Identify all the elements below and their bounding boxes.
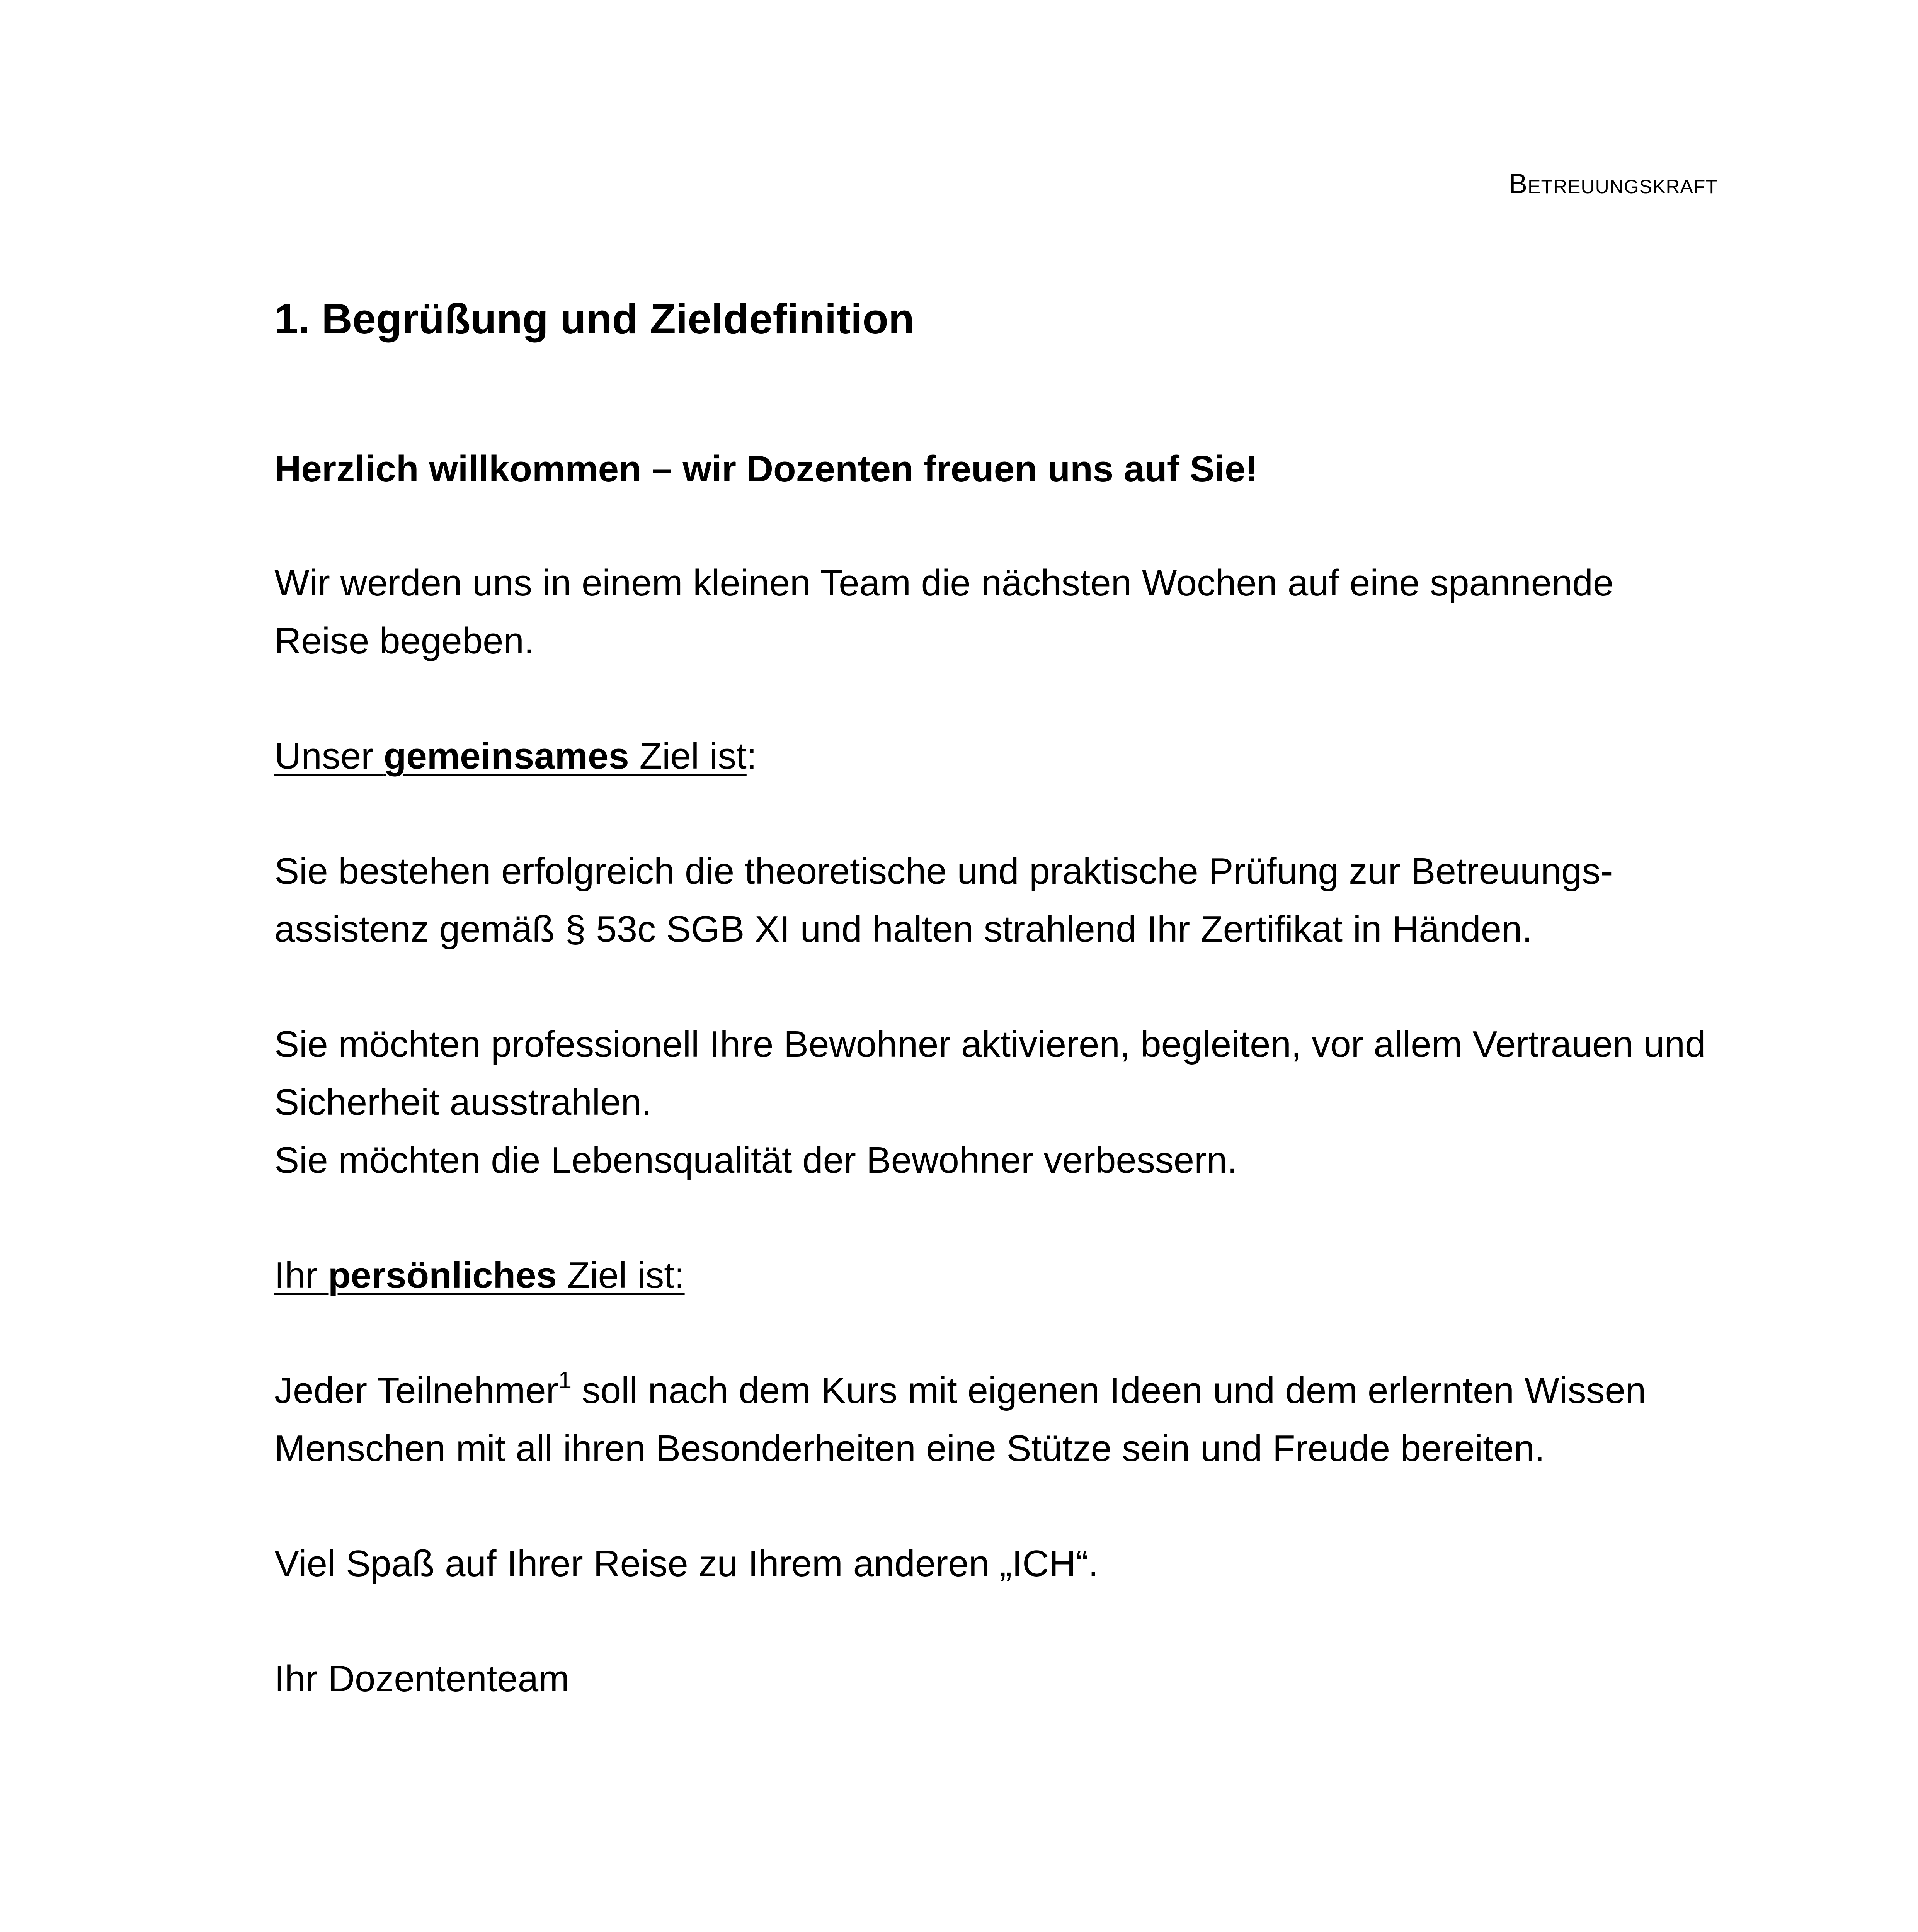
personal-goal-paragraph [274, 1362, 1718, 1478]
closing-wish: Viel Spaß auf Ihrer Reise zu Ihrem anderen „ICH“. [274, 1543, 1099, 1584]
intro-paragraph: Wir werden uns in einem kleinen Team die nächsten Wochen auf eine spannende Reise begeben. [274, 562, 1614, 662]
chapter-title: 1. Begrüßung und Zieldefinition [274, 295, 914, 343]
personal-goal-text-rest: soll nach dem Kurs mit eigenen Ideen und dem erlernten Wissen Menschen mit all ihren Besonderheiten eine Stütze sein und Freude bereiten. [274, 1370, 1646, 1469]
common-goal-heading-pre: Unser [274, 735, 384, 777]
personal-goal-heading-underlined [274, 1255, 685, 1296]
personal-goal-heading-bold: persönliches [328, 1255, 557, 1296]
common-goal-heading-post: Ziel ist [629, 735, 747, 777]
personal-goal-heading-post: Ziel ist: [557, 1255, 685, 1296]
running-header: Betreuungskraft [1509, 168, 1718, 199]
personal-goal-text-start: Jeder Teilnehmer [274, 1370, 558, 1411]
page-body [274, 294, 1718, 1765]
common-goal-paragraph-1: Sie bestehen erfolgreich die theoretische und praktische Prüfung zur Betreuungs-assistenz gemäß § 53c SGB XI und halten strahlend Ihr Zertifikat in Händen. [274, 850, 1613, 950]
common-goal-heading [274, 727, 1718, 785]
personal-goal-heading-pre: Ihr [274, 1255, 328, 1296]
welcome-line: Herzlich willkommen – wir Dozenten freuen uns auf Sie! [274, 448, 1258, 490]
common-goal-heading-colon: : [746, 735, 757, 777]
common-goal-paragraph-3: Sie möchten die Lebensqualität der Bewohner verbessern. [274, 1139, 1238, 1181]
personal-goal-heading [274, 1247, 1718, 1304]
signature: Ihr Dozententeam [274, 1658, 570, 1699]
common-goal-heading-bold: gemeinsames [383, 735, 629, 777]
footnote-reference[interactable]: 1 [558, 1367, 572, 1394]
common-goal-paragraph-2: Sie möchten professionell Ihre Bewohner aktivieren, begleiten, vor allem Vertrauen und Sicherheit ausstrahlen. [274, 1024, 1706, 1123]
common-goal-heading-underlined [274, 735, 747, 777]
